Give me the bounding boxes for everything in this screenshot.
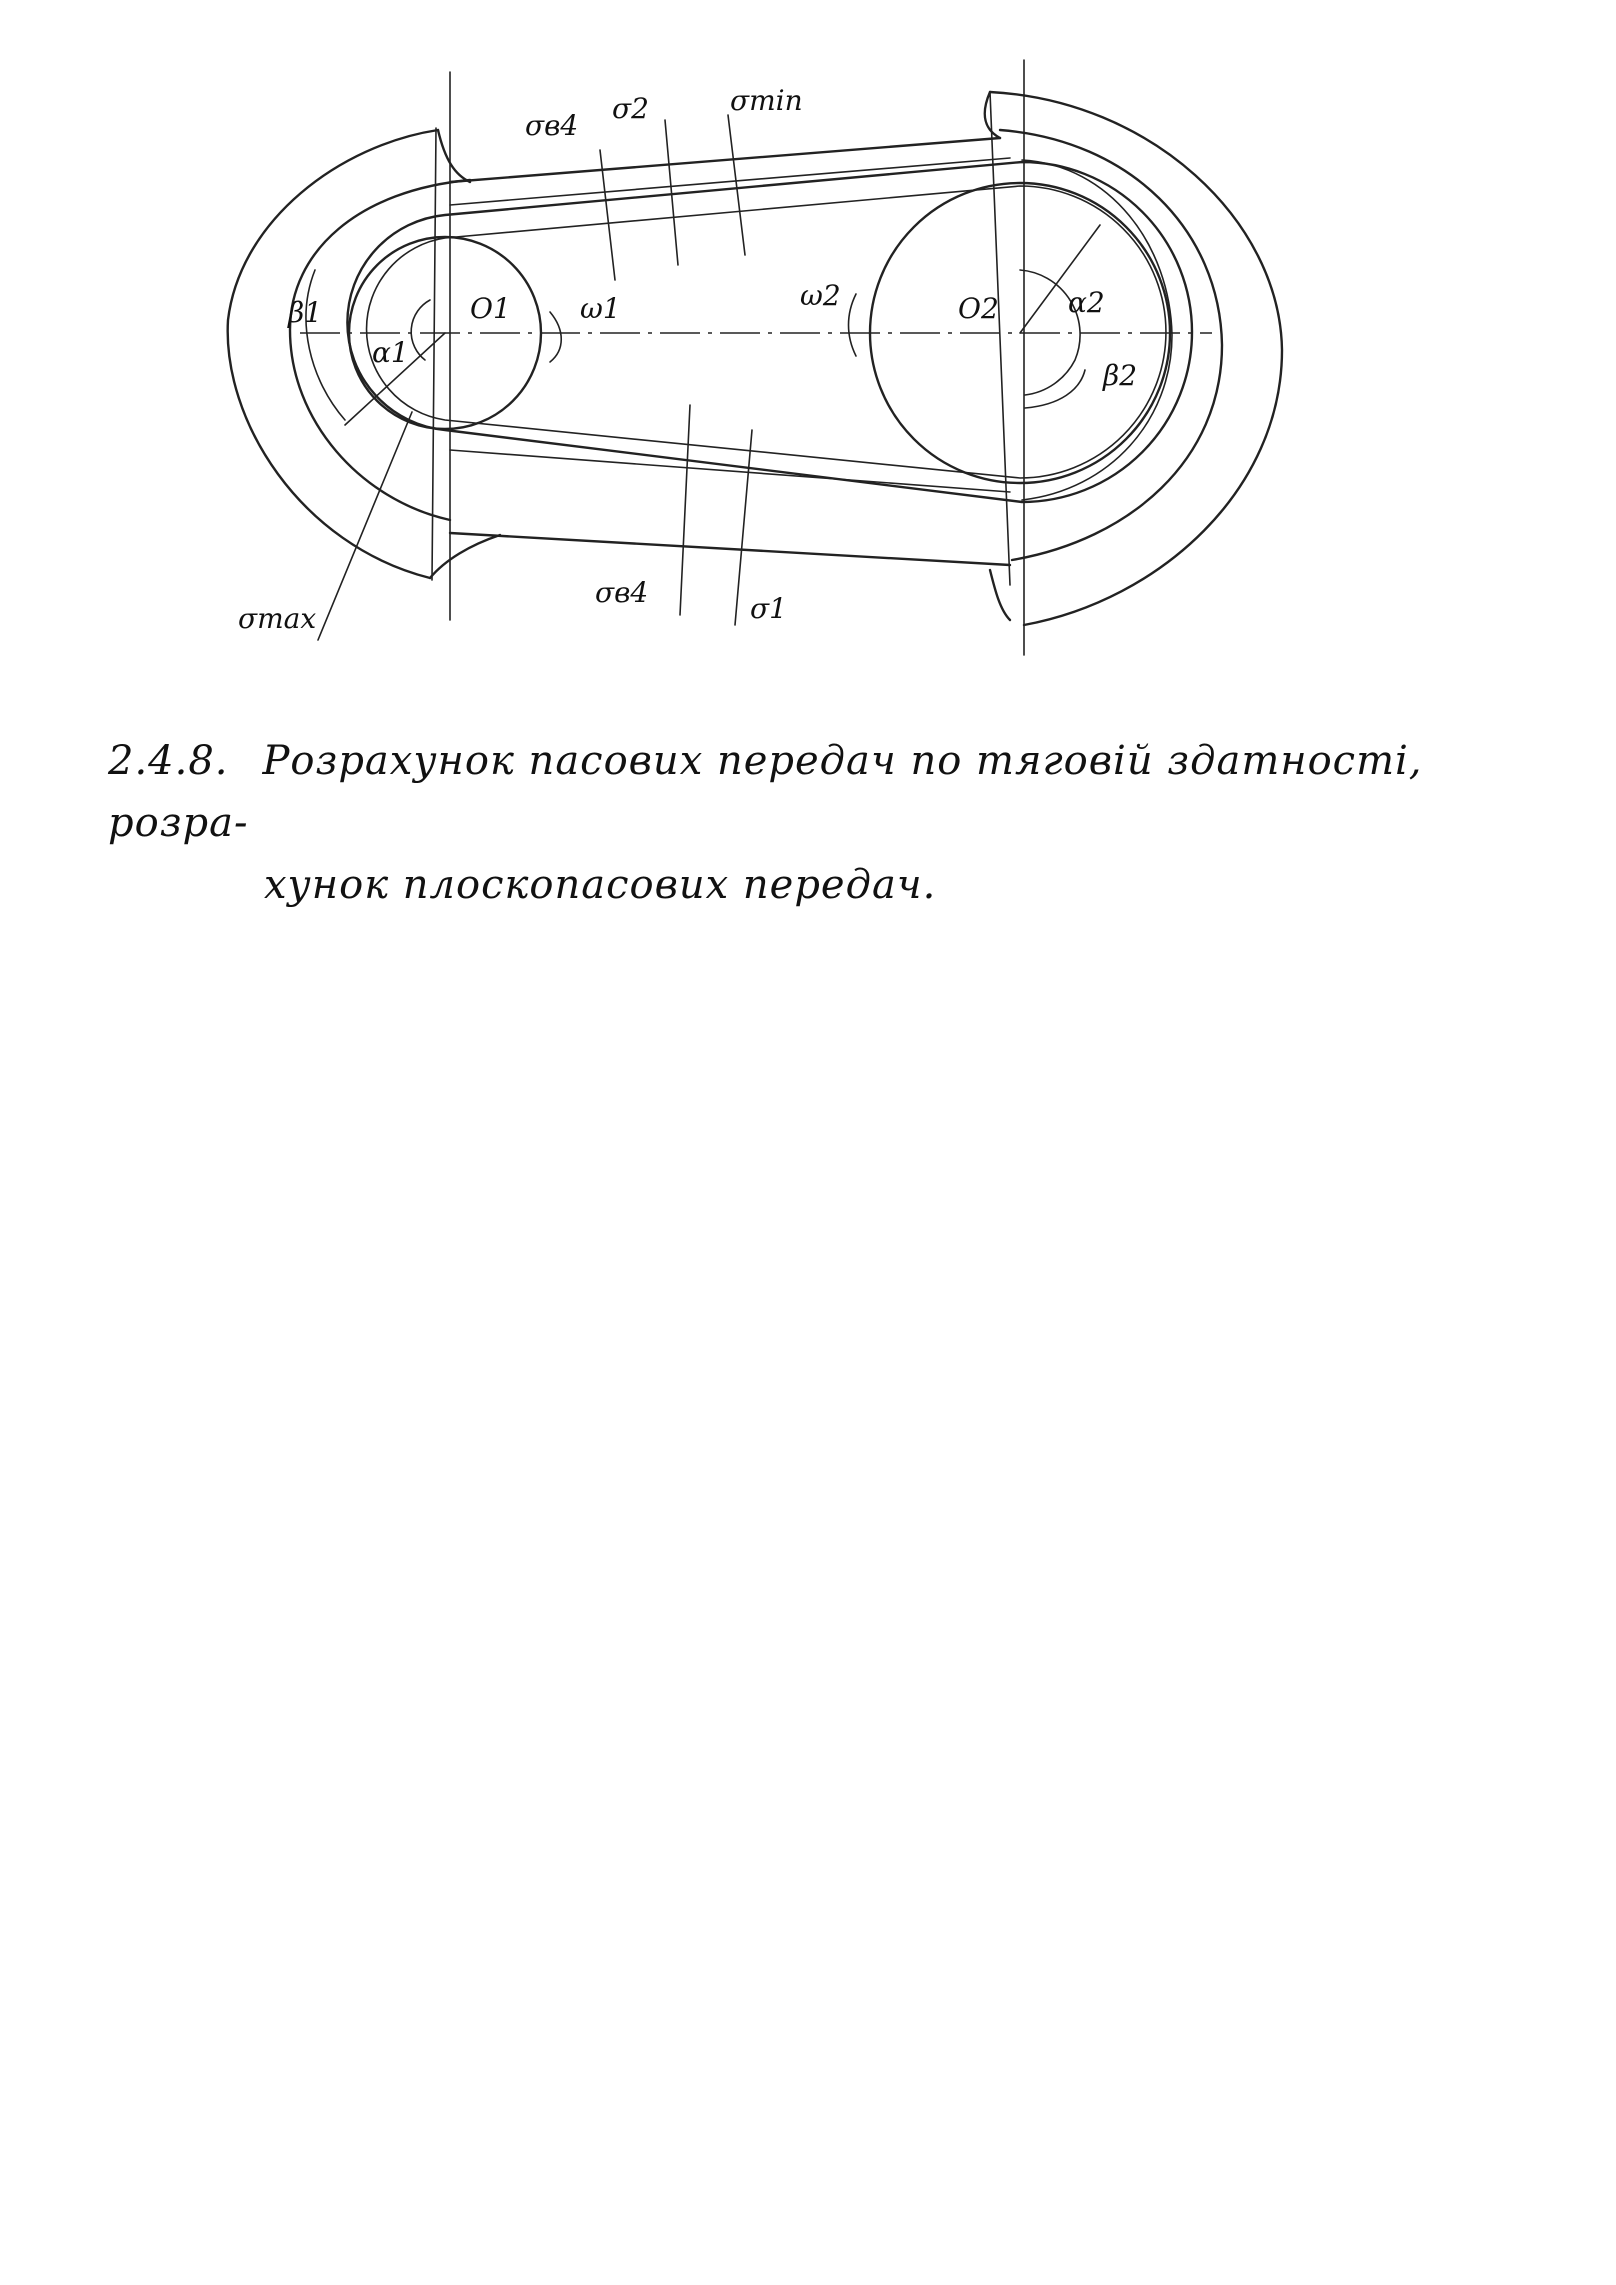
- label-sigma-b4-bottom: σв4: [595, 576, 649, 609]
- arrow-sigma-2: [665, 120, 678, 265]
- alpha1-arc: [411, 300, 430, 360]
- label-beta-2: β2: [1103, 359, 1138, 392]
- bottom-band-outer: [450, 533, 1010, 565]
- label-alpha-2: α2: [1068, 286, 1105, 319]
- section-number: 2.4.8.: [108, 738, 229, 784]
- cusp-top-left: [438, 130, 470, 182]
- arrow-omega-2: [849, 294, 857, 356]
- label-o-1: O1: [470, 292, 511, 325]
- cusp-bottom-right: [990, 570, 1010, 620]
- belt-outline: [347, 162, 1192, 502]
- heading-line-2: хунок плоскопасових передач.: [264, 862, 937, 908]
- heading-line-1: Розрахунок пасових передач по тяговій здатності, розра-: [108, 738, 1423, 846]
- label-beta-1: β1: [288, 296, 323, 329]
- bottom-band-inner: [450, 450, 1010, 492]
- label-o-2: O2: [958, 292, 999, 325]
- stress-envelope-right-inner: [1022, 160, 1172, 500]
- beta2-arc: [1025, 370, 1085, 408]
- cusp-bottom-left: [430, 535, 500, 578]
- label-sigma-max: σmax: [238, 602, 317, 635]
- label-alpha-1: α1: [372, 336, 409, 369]
- top-band-outer: [450, 138, 1000, 182]
- label-sigma-2: σ2: [612, 92, 649, 125]
- label-sigma-min: σmin: [730, 84, 803, 117]
- arrow-sigma-b4-bottom: [680, 405, 690, 615]
- arrow-sigma-min: [728, 115, 745, 255]
- arrow-omega-1: [550, 312, 561, 362]
- label-sigma-b4-top: σв4: [525, 109, 579, 142]
- stress-envelope-right-mid: [1000, 130, 1222, 560]
- beta1-arc: [306, 270, 345, 420]
- cusp-top-right: [985, 92, 1000, 138]
- belt-drive-stress-diagram: [0, 0, 1616, 700]
- label-omega-2: ω2: [800, 279, 841, 312]
- tangent-line-right: [990, 92, 1010, 585]
- label-omega-1: ω1: [580, 292, 621, 325]
- section-heading: [108, 730, 1568, 916]
- top-band-inner: [450, 158, 1010, 205]
- label-sigma-1: σ1: [750, 592, 787, 625]
- tangent-line-left: [432, 128, 436, 580]
